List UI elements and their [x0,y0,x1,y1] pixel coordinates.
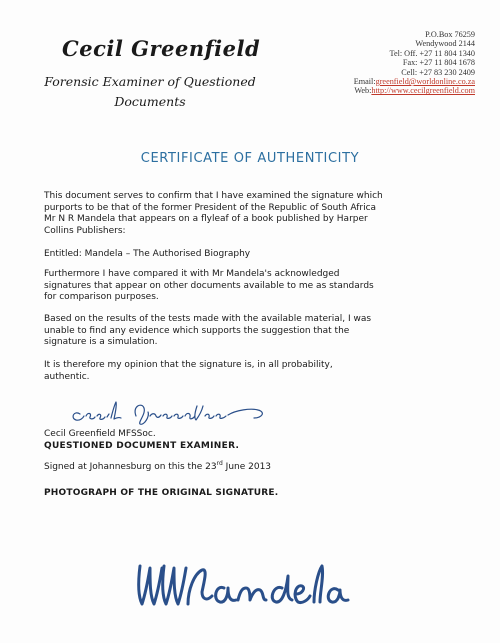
contact-web: Web:http://www.cecilgreenfield.com [354,86,475,96]
paragraph-intro [44,191,464,237]
signed-at: Signed at Johannesburg on this the 23rd June 2013 [44,460,272,472]
letterhead-subtitle-line2: Documents [114,94,186,109]
contact-suburb: Wendywood 2144 [415,39,475,49]
text-line: purports to be that of the former President of the Republic of South Africa [44,202,377,213]
contact-pobox: P.O.Box 76259 [425,30,475,39]
text-line: Mr N R Mandela that appears on a flyleaf of a book published by Harper [44,214,368,225]
contact-fax: Fax: +27 11 804 1678 [402,58,475,68]
text-line: unable to find any evidence which supports the suggestion that the [44,325,350,336]
text-line: Furthermore I have compared it with Mr Mandela's acknowledged [44,269,340,279]
original-signature-photo [132,552,362,622]
paragraph-opinion [44,360,464,383]
text-line: signatures that appear on other documents available to me as standards [44,280,374,291]
photo-caption: PHOTOGRAPH OF THE ORIGINAL SIGNATURE. [44,488,279,498]
paragraph-comparison [44,269,464,304]
text-line: Based on the results of the tests made with the available material, I was [44,314,372,324]
text-line: This document serves to confirm that I have examined the signature which [44,191,383,201]
letterhead-subtitle [30,72,270,112]
document-title: CERTIFICATE OF AUTHENTICITY [140,151,360,166]
email-link[interactable]: greenfield@worldonline.co.za [375,77,475,87]
signer-name: Cecil Greenfield MFSSoc. [44,429,156,439]
paragraph-results [44,314,464,349]
contact-cell: Cell: +27 83 230 2409 [401,67,475,77]
text-line: authentic. [44,371,90,382]
contact-block [354,30,475,96]
contact-email: Email:greenfield@worldonline.co.za [353,77,475,87]
paragraph-entitled [44,249,464,261]
examiner-signature-image [66,396,276,428]
text-line: Collins Publishers: [44,225,126,236]
text-line: for comparison purposes. [44,292,159,303]
text-line: It is therefore my opinion that the signature is, in all probability, [44,360,333,370]
contact-tel: Tel: Off. +27 11 804 1340 [389,48,475,58]
text-line: signature is a simulation. [44,337,158,348]
web-link[interactable]: http://www.cecilgreenfield.com [371,86,475,96]
signer-title: QUESTIONED DOCUMENT EXAMINER. [44,441,240,451]
letterhead-name: Cecil Greenfield [62,36,261,61]
letterhead-subtitle-line1: Forensic Examiner of Questioned [44,74,256,89]
text-line: Entitled: Mandela – The Authorised Biography [44,249,251,259]
